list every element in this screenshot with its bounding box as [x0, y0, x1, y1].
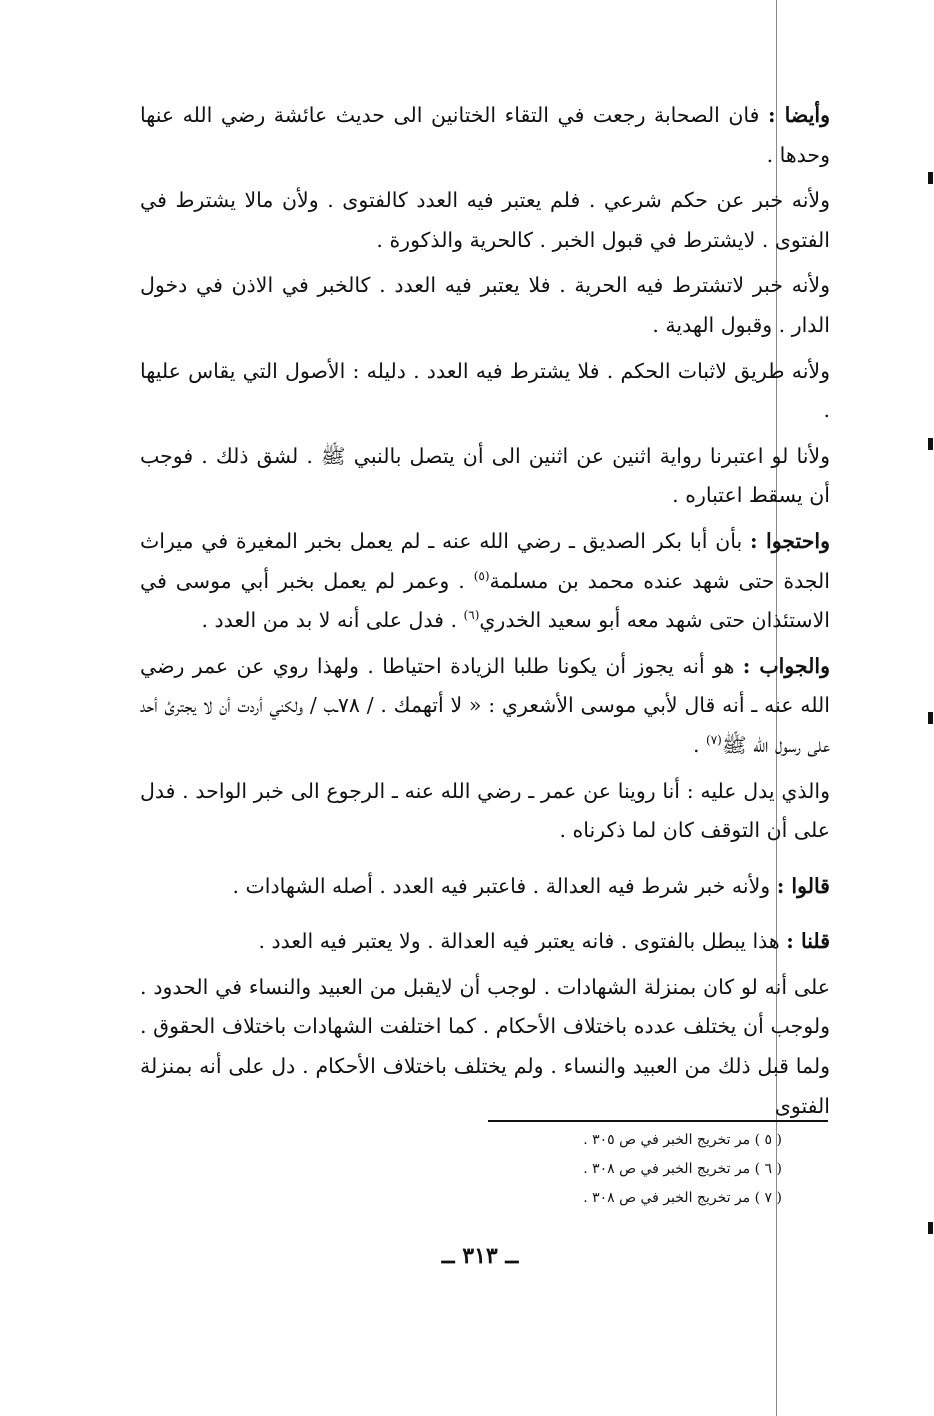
paragraph-lead: قالوا :: [776, 873, 830, 898]
paragraph: [140, 522, 830, 641]
footnote-ref[interactable]: (٥): [473, 568, 490, 583]
paragraph-lead: واحتجوا :: [750, 528, 830, 553]
footnotes: [460, 1126, 782, 1213]
paragraph: [140, 922, 830, 962]
footnote-ref[interactable]: (٦): [463, 608, 480, 623]
paragraph-text: على أنه لو كان بمنزلة الشهادات . لوجب أن لايقبل من العبيد والنساء في الحدود . ولوجب أن يختلف عدده باختلاف الأحكام . كما اختلفت الشهادات باختلاف الحقوق . ولما قبل ذلك من العبيد والنساء . ولم يختلف باختلاف الأحكام . دل على أنه بمنزلة الفتوى: [140, 974, 830, 1118]
page-number: ــ ٣١٣ ــ: [441, 1243, 519, 1269]
paragraph-text: .: [692, 732, 707, 757]
paragraph: [140, 96, 830, 175]
paragraph: [140, 181, 830, 260]
paragraph-lead: والجواب :: [742, 653, 830, 678]
paragraph-text: . وعمر لم يعمل بخبر أبي موسى في الاستئذان حتى شهد معه أبو سعيد الخدري: [140, 568, 830, 633]
paragraph: [140, 266, 830, 345]
paragraph-lead: وأيضا :: [767, 103, 830, 127]
paragraph: [140, 352, 830, 431]
paragraph-text: . فدل على أنه لا بد من العدد .: [201, 608, 464, 633]
paragraph-text: فان الصحابة رجعت في التقاء الختانين الى حديث عائشة رضي الله عنها وحدها .: [140, 103, 830, 167]
paragraph-lead: قلنا :: [786, 929, 830, 954]
paragraph-text: والذي يدل عليه : أنا روينا عن عمر ـ رضي الله عنه ـ الرجوع الى خبر الواحد . فدل على أن التوقف كان لما ذكرناه .: [140, 778, 830, 843]
footnote: ( ٥ ) مر تخريج الخبر في ص ٣٠٥ .: [583, 1132, 782, 1148]
footnote: ( ٧ ) مر تخريج الخبر في ص ٣٠٨ .: [583, 1190, 782, 1206]
paragraph-text: هو أنه يجوز أن يكونا طلبا الزيادة احتياطا . ولهذا روي عن عمر رضي الله عنه ـ أنه قال لأبي موسى الأشعري : « لا أتهمك . / ٧٨ـب / ولكني أردت أن لا يجترئ أحد على رسول الله ﷺ: [140, 653, 830, 757]
paragraph-text: ولأنا لو اعتبرنا رواية اثنين عن اثنين الى أن يتصل بالنبي ﷺ . لشق ذلك . فوجب أن يسقط اعتباره .: [140, 443, 830, 508]
paragraph-text: هذا يبطل بالفتوى . فانه يعتبر فيه العدالة . ولا يعتبر فيه العدد .: [258, 929, 787, 954]
paragraph: [140, 437, 830, 516]
footnote-ref[interactable]: (٧): [706, 733, 722, 748]
binding-mark: [928, 712, 933, 724]
main-text: [140, 96, 830, 1132]
footnote: ( ٦ ) مر تخريج الخبر في ص ٣٠٨ .: [583, 1161, 782, 1177]
paragraph: [140, 647, 830, 766]
paragraph-text: بأن أبا بكر الصديق ـ رضي الله عنه ـ لم يعمل بخبر المغيرة في ميراث الجدة حتى شهد عنده محمد بن مسلمة: [140, 528, 830, 593]
binding-mark: [928, 172, 933, 184]
paragraph: [140, 968, 830, 1126]
paragraph-text: ولأنه طريق لاثبات الحكم . فلا يشترط فيه العدد . دليله : الأصول التي يقاس عليها .: [140, 358, 830, 423]
binding-mark: [928, 438, 933, 450]
paragraph-text: ولأنه خبر شرط فيه العدالة . فاعتبر فيه العدد . أصله الشهادات .: [232, 873, 777, 898]
paragraph: [140, 772, 830, 851]
binding-mark: [928, 1222, 933, 1234]
paragraph-text: ولأنه خبر لاتشترط فيه الحرية . فلا يعتبر فيه العدد . كالخبر في الاذن في دخول الدار . وقبول الهدية .: [140, 273, 830, 337]
paragraph-text: ولأنه خبر عن حكم شرعي . فلم يعتبر فيه العدد كالفتوى . ولأن مالا يشترط في الفتوى . لايشترط في قبول الخبر . كالحرية والذكورة .: [140, 188, 830, 252]
paragraph: [140, 867, 830, 907]
footnote-divider: [488, 1120, 828, 1122]
